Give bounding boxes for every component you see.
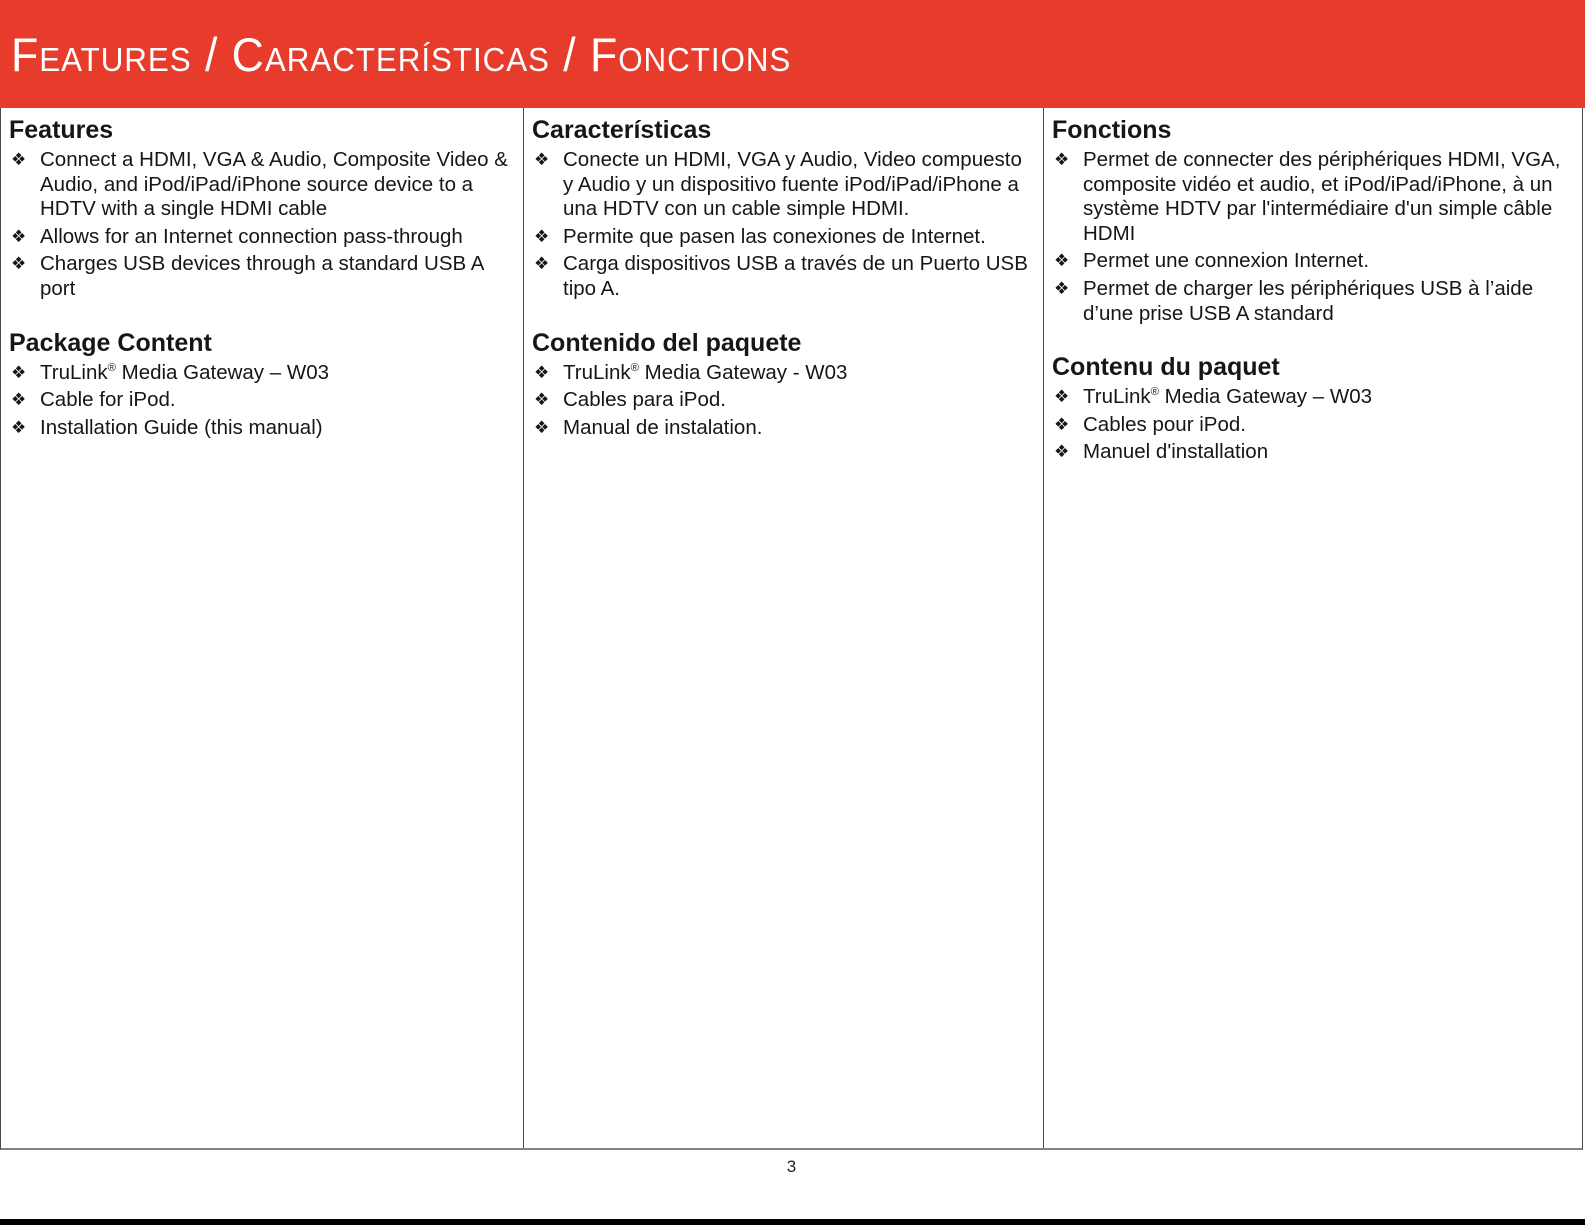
list-item — [532, 388, 1037, 413]
bullet-list — [532, 361, 1037, 441]
diamond-bullet-icon: ❖ — [11, 226, 27, 246]
list-item-text: Permite que pasen las conexiones de Internet. — [563, 224, 986, 248]
list-item — [532, 225, 1037, 250]
list-item-text: Cable for iPod. — [40, 388, 176, 412]
list-item — [9, 148, 517, 222]
diamond-bullet-icon: ❖ — [1054, 278, 1070, 298]
list-item-text: Carga dispositivos USB a través de un Puerto USB tipo A. — [563, 252, 1028, 300]
list-item — [1052, 440, 1576, 465]
column-french — [1044, 108, 1582, 1148]
list-item — [1052, 385, 1576, 410]
section-heading: Características — [532, 116, 712, 144]
section-heading: Fonctions — [1052, 116, 1172, 144]
list-item — [1052, 413, 1576, 438]
list-item-text: TruLink® Media Gateway - W03 — [563, 360, 848, 384]
diamond-bullet-icon: ❖ — [11, 390, 27, 410]
column-english — [1, 108, 524, 1148]
diamond-bullet-icon: ❖ — [534, 390, 550, 410]
diamond-bullet-icon: ❖ — [534, 362, 550, 382]
list-item — [9, 225, 517, 250]
bottom-rule — [0, 1219, 1585, 1225]
column-spanish — [524, 108, 1044, 1148]
section-heading: Contenu du paquet — [1052, 353, 1280, 382]
diamond-bullet-icon: ❖ — [11, 150, 27, 169]
diamond-bullet-icon: ❖ — [1054, 251, 1070, 271]
registered-mark: ® — [1150, 386, 1159, 399]
list-item — [1052, 249, 1576, 274]
list-item — [9, 416, 517, 441]
list-item — [1052, 148, 1576, 246]
list-item-text: Permet une connexion Internet. — [1083, 249, 1370, 273]
list-item — [9, 361, 517, 386]
page-title: Features / Características / Fonctions — [11, 27, 792, 81]
list-item-text: Permet de charger les périphériques USB à l’aide d’une prise USB A standard — [1083, 276, 1534, 325]
list-item-text: Conecte un HDMI, VGA y Audio, Video compuesto y Audio y un dispositivo fuente iPod/iPad/iPhone a una HDTV con un cable simple HDMI. — [563, 148, 1022, 221]
diamond-bullet-icon: ❖ — [534, 254, 550, 274]
list-item-text: Manuel d'installation — [1083, 440, 1269, 464]
list-item — [532, 416, 1037, 441]
diamond-bullet-icon: ❖ — [11, 254, 27, 274]
list-item-text: Cables para iPod. — [563, 388, 726, 412]
registered-mark: ® — [107, 361, 116, 374]
list-item — [532, 148, 1037, 222]
section-heading: Contenido del paquete — [532, 328, 802, 357]
content-table — [0, 108, 1583, 1150]
diamond-bullet-icon: ❖ — [1054, 414, 1070, 434]
diamond-bullet-icon: ❖ — [1054, 150, 1070, 169]
list-item-text: TruLink® Media Gateway – W03 — [40, 360, 329, 384]
section-heading: Features — [9, 116, 114, 144]
diamond-bullet-icon: ❖ — [11, 417, 27, 437]
diamond-bullet-icon: ❖ — [534, 417, 550, 437]
bullet-list — [1052, 148, 1576, 326]
section-heading: Package Content — [9, 328, 212, 357]
bullet-list — [9, 148, 517, 302]
page-number: 3 — [786, 1157, 797, 1176]
list-item — [9, 252, 517, 301]
list-item — [1052, 277, 1576, 326]
diamond-bullet-icon: ❖ — [11, 362, 27, 382]
list-item-text: Cables pour iPod. — [1083, 412, 1246, 436]
registered-mark: ® — [630, 361, 639, 374]
diamond-bullet-icon: ❖ — [1054, 442, 1070, 462]
list-item — [9, 388, 517, 413]
diamond-bullet-icon: ❖ — [534, 150, 550, 169]
list-item-text: Connect a HDMI, VGA & Audio, Composite Video & Audio, and iPod/iPad/iPhone source device to a HDTV with a single HDMI cable — [40, 148, 508, 221]
diamond-bullet-icon: ❖ — [534, 226, 550, 246]
bullet-list — [1052, 385, 1576, 465]
list-item-text: Permet de connecter des périphériques HDMI, VGA, composite vidéo et audio, et iPod/iPad/iPhone, à un système HDTV par l'intermédiaire d'un simple câble HDMI — [1083, 148, 1561, 245]
list-item — [532, 252, 1037, 301]
header-bar — [0, 0, 1585, 108]
bullet-list — [9, 361, 517, 441]
list-item-text: Allows for an Internet connection pass-through — [40, 224, 463, 248]
list-item-text: Manual de instalation. — [563, 415, 763, 439]
list-item-text: Installation Guide (this manual) — [40, 415, 323, 439]
diamond-bullet-icon: ❖ — [1054, 387, 1070, 407]
bullet-list — [532, 148, 1037, 302]
list-item-text: TruLink® Media Gateway – W03 — [1083, 385, 1372, 409]
list-item-text: Charges USB devices through a standard USB A port — [40, 252, 484, 300]
list-item — [532, 361, 1037, 386]
